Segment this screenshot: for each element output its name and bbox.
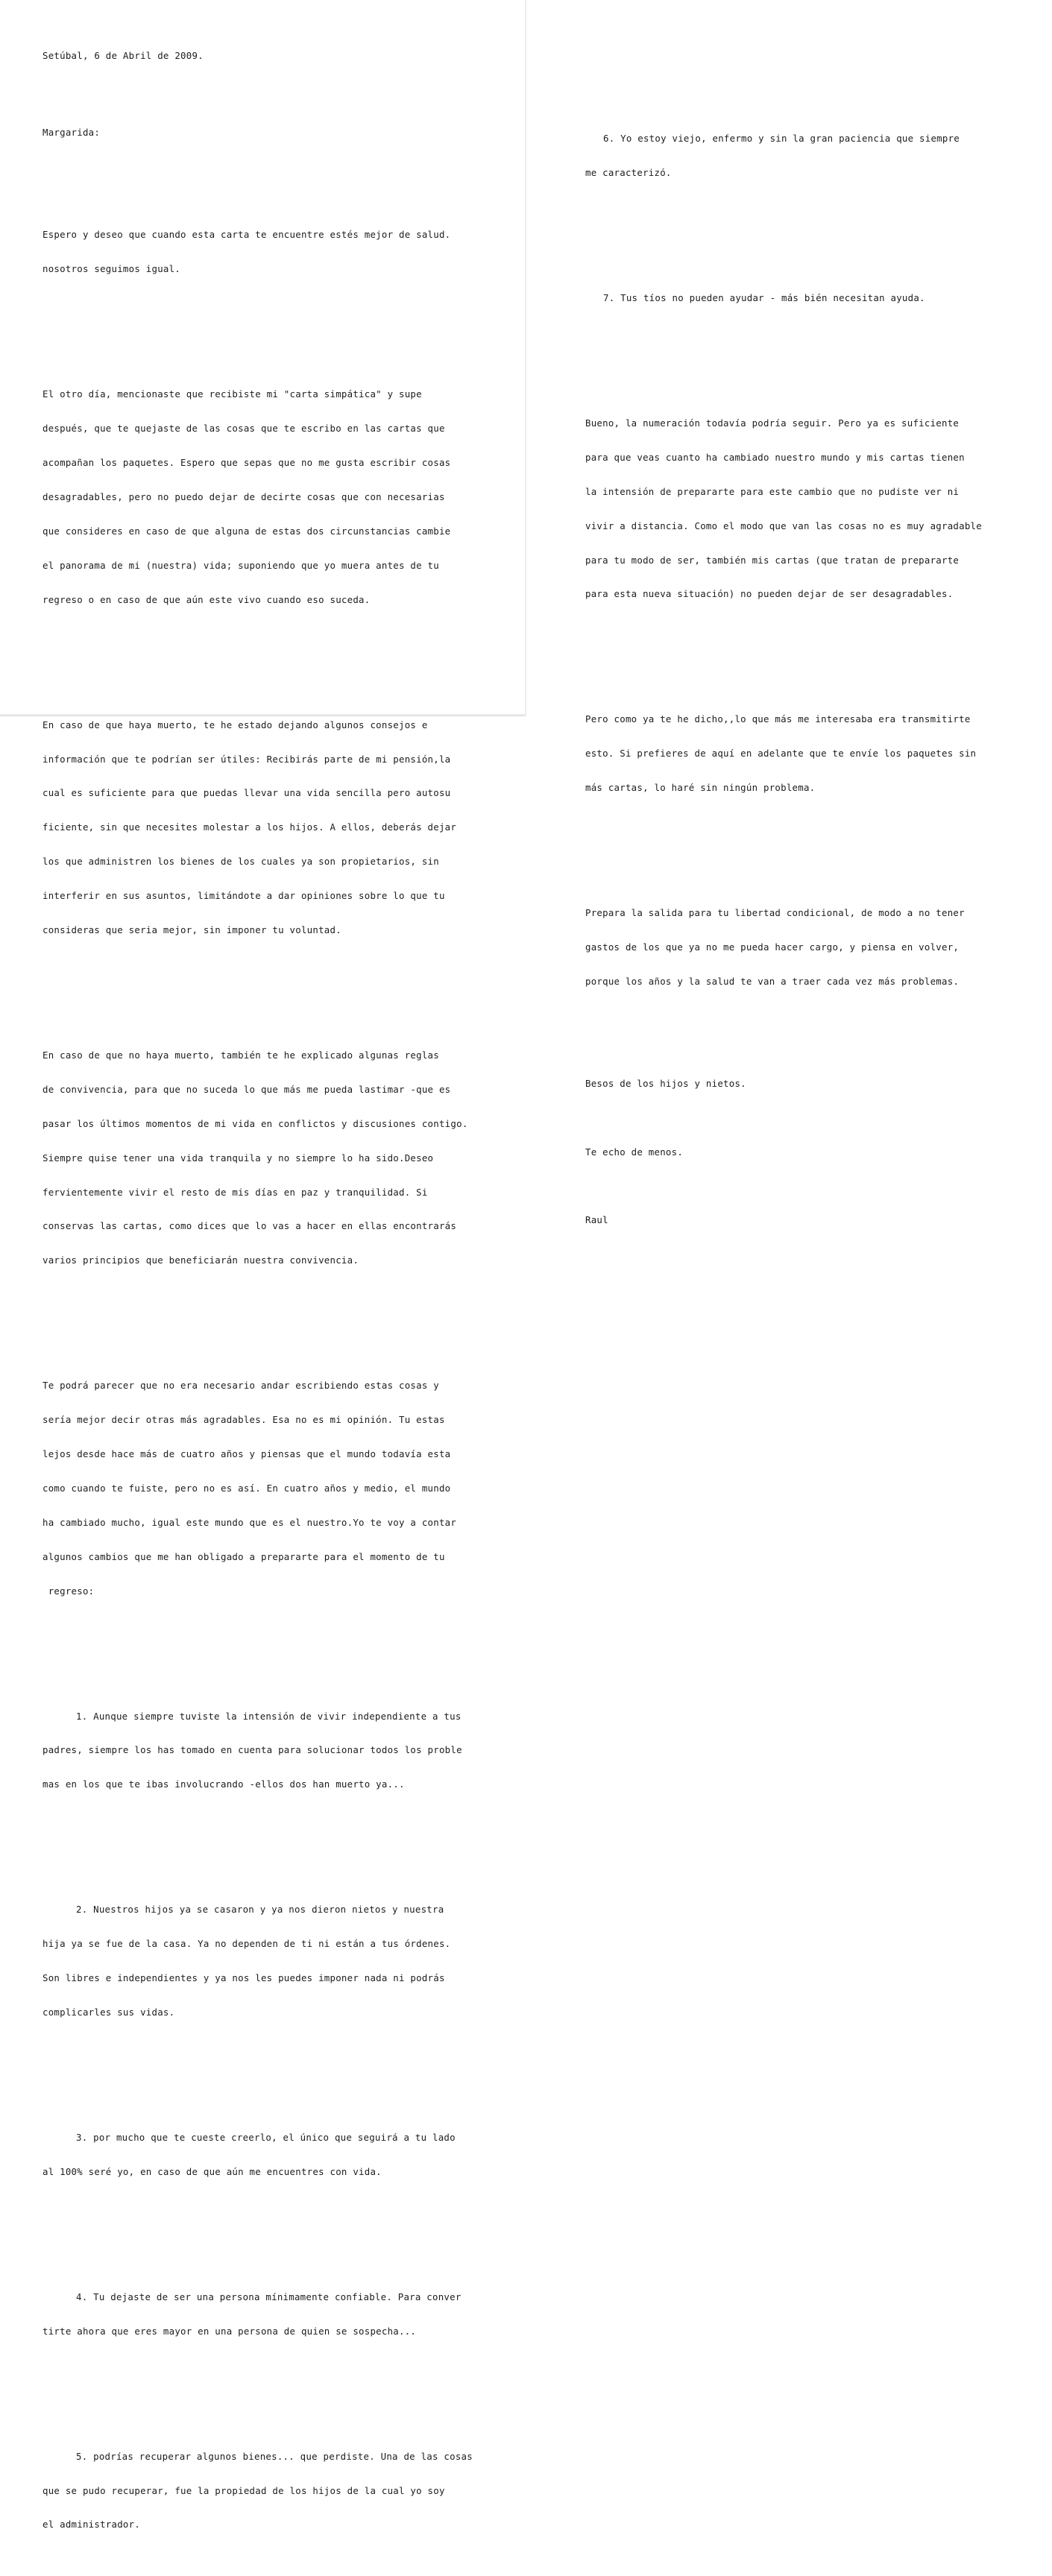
text-line: tirte ahora que eres mayor en una persona de quien se sospecha... — [42, 2325, 417, 2337]
text-line: El otro día, mencionaste que recibiste mi "carta simpática" y supe — [42, 388, 422, 400]
list-item-7 — [585, 269, 1033, 326]
list-item-2 — [42, 1881, 520, 2041]
page-bottom-edge — [0, 713, 526, 716]
letter-column-right — [585, 87, 1033, 1248]
list-item-3 — [42, 2109, 520, 2200]
paragraph-4 — [42, 1026, 520, 1289]
date-line: Setúbal, 6 de Abril de 2009. — [42, 49, 204, 61]
letter-column-left — [42, 27, 520, 2576]
text-line: padres, siempre los has tomado en cuenta para solucionar todos los proble — [42, 1744, 462, 1756]
text-line: regreso: — [42, 1585, 95, 1597]
text-line: Espero y deseo que cuando esta carta te encuentre estés mejor de salud. — [42, 229, 451, 241]
text-line: 6. Yo estoy viejo, enfermo y sin la gran paciencia que siempre — [603, 133, 960, 145]
text-line: acompañan los paquetes. Espero que sepas que no me gusta escribir cosas — [42, 457, 451, 469]
letter-page-right — [526, 0, 1052, 1226]
text-line: 2. Nuestros hijos ya se casaron y ya nos dieron nietos y nuestra — [76, 1904, 444, 1916]
text-line: regreso o en caso de que aún este vivo cuando eso suceda. — [42, 593, 371, 605]
text-line: información que te podrían ser útiles: Recibirás parte de mi pensión,la — [42, 753, 451, 765]
list-item-1 — [42, 1688, 520, 1813]
closing-greeting: Besos de los hijos y nietos. — [585, 1078, 746, 1090]
text-line: En caso de que haya muerto, te he estado dejando algunos consejos e — [42, 719, 428, 730]
text-line: de convivencia, para que no suceda lo que más me pueda lastimar -que es — [42, 1083, 451, 1095]
text-line: que se pudo recuperar, fue la propiedad de los hijos de la cual yo soy — [42, 2484, 445, 2496]
text-line: sería mejor decir otras más agradables. Esa no es mi opinión. Tu estas — [42, 1414, 445, 1426]
text-line: 1. Aunque siempre tuviste la intensión de vivir independiente a tus — [76, 1710, 462, 1722]
text-line: 4. Tu dejaste de ser una persona mínimamente confiable. Para conver — [76, 2291, 462, 2302]
text-line: para que veas cuanto ha cambiado nuestro mundo y mis cartas tienen — [585, 451, 965, 463]
text-line: nosotros seguimos igual. — [42, 263, 181, 275]
text-line: Bueno, la numeración todavía podría seguir. Pero ya es suficiente — [585, 417, 960, 429]
paragraph-6 — [585, 394, 1033, 622]
text-line: la intensión de prepararte para este cambio que no pudiste ver ni — [585, 485, 960, 497]
text-line: hija ya se fue de la casa. Ya no dependen de ti ni están a tus órdenes. — [42, 1938, 451, 1950]
text-line: varios principios que beneficiarán nuestra convivencia. — [42, 1254, 359, 1266]
list-item-4 — [42, 2268, 520, 2359]
paragraph-3 — [42, 696, 520, 959]
text-line: Te podrá parecer que no era necesario andar escribiendo estas cosas y — [42, 1380, 439, 1392]
text-line: Siempre quise tener una vida tranquila y no siempre lo ha sido.Deseo — [42, 1152, 434, 1164]
text-line: los que administren los bienes de los cuales ya son propietarios, sin — [42, 856, 439, 868]
text-line: el administrador. — [42, 2519, 141, 2531]
text-line: Pero como ya te he dicho,,lo que más me interesaba era transmitirte — [585, 713, 971, 725]
text-line: más cartas, lo haré sin ningún problema. — [585, 782, 816, 794]
text-line: porque los años y la salud te van a traer cada vez más problemas. — [585, 975, 960, 987]
text-line: pasar los últimos momentos de mi vida en conflictos y discusiones contigo. — [42, 1117, 468, 1129]
text-line: desagradables, pero no puedo dejar de decirte cosas que con necesarias — [42, 490, 445, 502]
list-item-6 — [585, 110, 1033, 201]
text-line: que consideres en caso de que alguna de estas dos circunstancias cambie — [42, 525, 451, 537]
text-line: el panorama de mi (nuestra) vida; suponiendo que yo muera antes de tu — [42, 559, 439, 571]
text-line: para tu modo de ser, también mis cartas (que tratan de prepararte — [585, 554, 960, 566]
text-line: esto. Si prefieres de aquí en adelante que te envíe los paquetes sin — [585, 748, 977, 760]
text-line: para esta nueva situación) no pueden dejar de ser desagradables. — [585, 588, 954, 600]
text-line: En caso de que no haya muerto, también te he explicado algunas reglas — [42, 1049, 439, 1061]
text-line: 7. Tus tíos no pueden ayudar - más bién necesitan ayuda. — [603, 292, 925, 304]
text-line: gastos de los que ya no me pueda hacer cargo, y piensa en volver, — [585, 941, 960, 953]
text-line: Son libres e independientes y ya nos les puedes imponer nada ni podrás — [42, 1972, 445, 1984]
text-line: Prepara la salida para tu libertad condicional, de modo a no tener — [585, 907, 965, 919]
text-line: complicarles sus vidas. — [42, 2006, 175, 2018]
paragraph-1 — [42, 206, 520, 297]
text-line: como cuando te fuiste, pero no es así. En cuatro años y medio, el mundo — [42, 1482, 451, 1494]
salutation: Margarida: — [42, 127, 101, 139]
paragraph-2 — [42, 366, 520, 628]
paragraph-8 — [585, 885, 1033, 1010]
paragraph-5 — [42, 1357, 520, 1620]
text-line: mas en los que te ibas involucrando -ellos dos han muerto ya... — [42, 1778, 405, 1790]
text-line: vivir a distancia. Como el modo que van las cosas no es muy agradable — [585, 520, 982, 531]
text-line: después, que te quejaste de las cosas que te escribo en las cartas que — [42, 423, 445, 435]
text-line: fervientemente vivir el resto de mis días en paz y tranquilidad. Si — [42, 1186, 428, 1198]
letter-page-left — [0, 0, 526, 2531]
text-line: me caracterizó. — [585, 167, 672, 179]
paragraph-7 — [585, 691, 1033, 816]
text-line: cual es suficiente para que puedas llevar una vida sencilla pero autosu — [42, 787, 451, 799]
list-item-5 — [42, 2428, 520, 2553]
text-line: al 100% seré yo, en caso de que aún me encuentres con vida. — [42, 2165, 382, 2177]
text-line: consideras que seria mejor, sin imponer tu voluntad. — [42, 924, 341, 935]
closing-miss-you: Te echo de menos. — [585, 1146, 684, 1158]
signature: Raul — [585, 1214, 608, 1226]
text-line: 5. podrías recuperar algunos bienes... que perdiste. Una de las cosas — [76, 2450, 473, 2462]
text-line: ha cambiado mucho, igual este mundo que es el nuestro.Yo te voy a contar — [42, 1516, 457, 1528]
text-line: interferir en sus asuntos, limitándote a dar opiniones sobre lo que tu — [42, 890, 445, 902]
text-line: lejos desde hace más de cuatro años y piensas que el mundo todavía esta — [42, 1448, 451, 1460]
text-line: ficiente, sin que necesites molestar a los hijos. A ellos, deberás dejar — [42, 821, 457, 833]
text-line: algunos cambios que me han obligado a prepararte para el momento de tu — [42, 1550, 445, 1562]
text-line: 3. por mucho que te cueste creerlo, el único que seguirá a tu lado — [76, 2131, 456, 2143]
text-line: conservas las cartas, como dices que lo vas a hacer en ellas encontrarás — [42, 1220, 457, 1232]
